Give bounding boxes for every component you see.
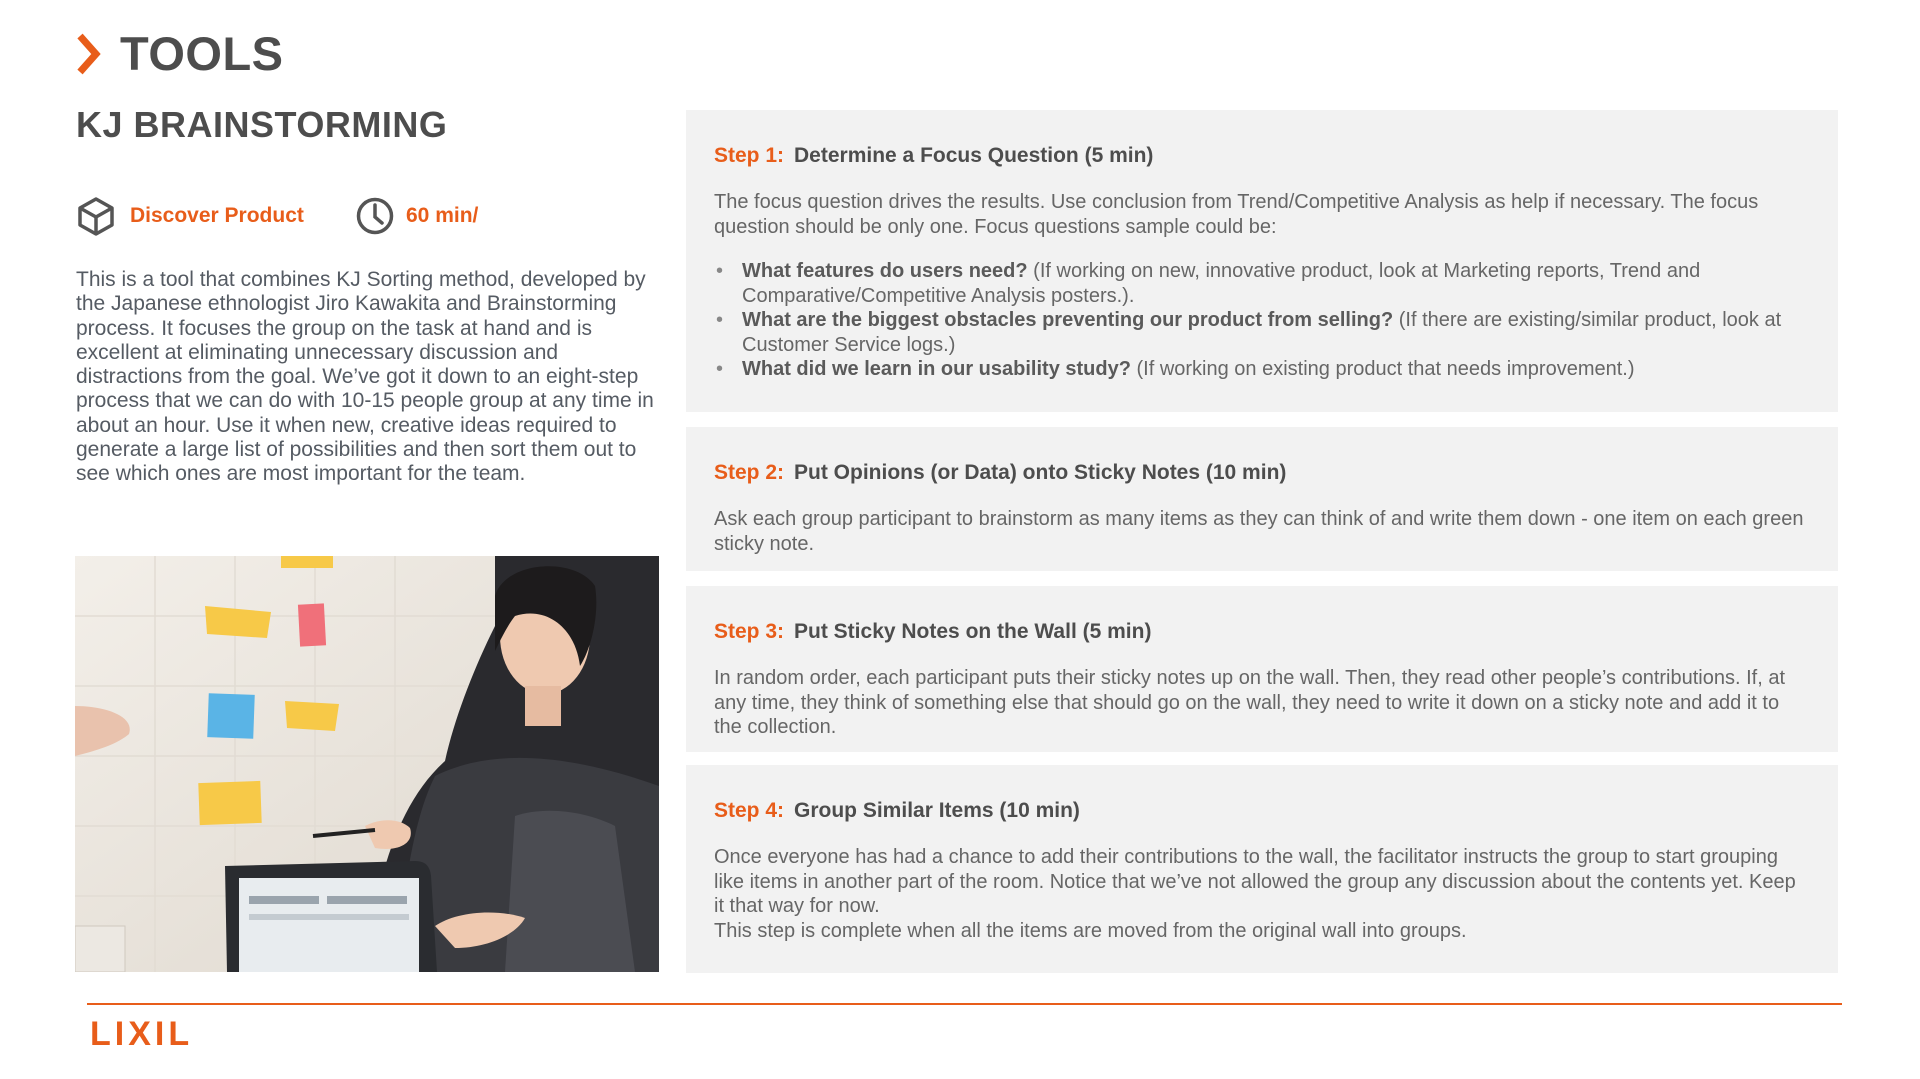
- list-item-text: (If working on new, innovative product, look at Marketing reports, Trend and Comparative/Competitive Analysis posters.).: [742, 260, 1701, 307]
- list-item-text: (If there are existing/similar product, look at Customer Service logs.): [742, 309, 1782, 356]
- sticky-note: [281, 556, 333, 568]
- list-item-bold: What did we learn in our usability study?: [742, 358, 1131, 380]
- list-item-text: (If working on existing product that needs improvement.): [1130, 358, 1635, 380]
- clock-icon: [355, 196, 395, 236]
- list-item-bold: What are the biggest obstacles preventing our product from selling?: [742, 309, 1394, 331]
- duration-label: 60 min/: [406, 204, 479, 227]
- step-card-1: [686, 110, 1838, 412]
- step-title: Group Similar Items (10 min): [794, 799, 1080, 822]
- focus-question-list: [714, 259, 1810, 382]
- page-title: TOOLS: [120, 27, 284, 80]
- step-number: Step 3:: [714, 620, 785, 643]
- cube-icon: [76, 196, 116, 236]
- tool-title: KJ BRAINSTORMING: [76, 104, 448, 145]
- step-heading: [714, 459, 1810, 487]
- step-heading: [714, 618, 1810, 646]
- step-number: Step 1:: [714, 144, 785, 167]
- lixil-logo: [90, 1016, 200, 1050]
- workshop-photo: [75, 556, 659, 972]
- step-title: Determine a Focus Question (5 min): [794, 144, 1154, 167]
- step-heading: [714, 142, 1810, 170]
- step-card-3: [686, 586, 1838, 752]
- step-title: Put Sticky Notes on the Wall (5 min): [794, 620, 1152, 643]
- step-body: Ask each group participant to brainstorm as many items as they can think of and write them down - one item on each green sticky note.: [714, 508, 1804, 555]
- step-body-note: This step is complete when all the items are moved from the original wall into groups.: [714, 919, 1467, 942]
- step-card-4: [686, 765, 1838, 973]
- phase-label: Discover Product: [130, 204, 304, 227]
- intro-paragraph: This is a tool that combines KJ Sorting method, developed by the Japanese ethnologist Jiro Kawakita and Brainstorming process. It focuses the group on the task at hand and is excellent at eliminating unnecessary discussion and distractions from the goal. We’ve got it down to an eight-step process that we can do with 10-15 people group at any time in about an hour. Use it when new, creative ideas required to generate a large list of possibilities and then sort them out to see which ones are most important for the team.: [76, 268, 654, 486]
- logo-text: LIXIL: [90, 1016, 194, 1050]
- step-body: In random order, each participant puts their sticky notes up on the wall. Then, they read other people’s contributions. If, at any time, they think of something else that should go on the wall, they need to write it down on a sticky note and add it to the collection.: [714, 667, 1785, 738]
- list-item-bold: What features do users need?: [742, 260, 1028, 282]
- list-item: [714, 259, 1810, 308]
- step-body: The focus question drives the results. Use conclusion from Trend/Competitive Analysis as help if necessary. The focus question should be only one. Focus questions sample could be:: [714, 191, 1759, 238]
- footer-divider: [87, 1003, 1842, 1005]
- list-item: [714, 357, 1810, 382]
- step-body: Once everyone has had a chance to add their contributions to the wall, the facilitator instructs the group to start grouping like items in another part of the room. Notice that we’ve not allowed the group any discussion about the contents yet. Keep it that way for now.: [714, 846, 1796, 917]
- step-heading: [714, 797, 1810, 825]
- list-item: [714, 308, 1810, 357]
- step-number: Step 4:: [714, 799, 785, 822]
- step-number: Step 2:: [714, 461, 785, 484]
- step-card-2: [686, 427, 1838, 571]
- step-title: Put Opinions (or Data) onto Sticky Notes (10 min): [794, 461, 1287, 484]
- chevron-right-icon: [74, 32, 104, 76]
